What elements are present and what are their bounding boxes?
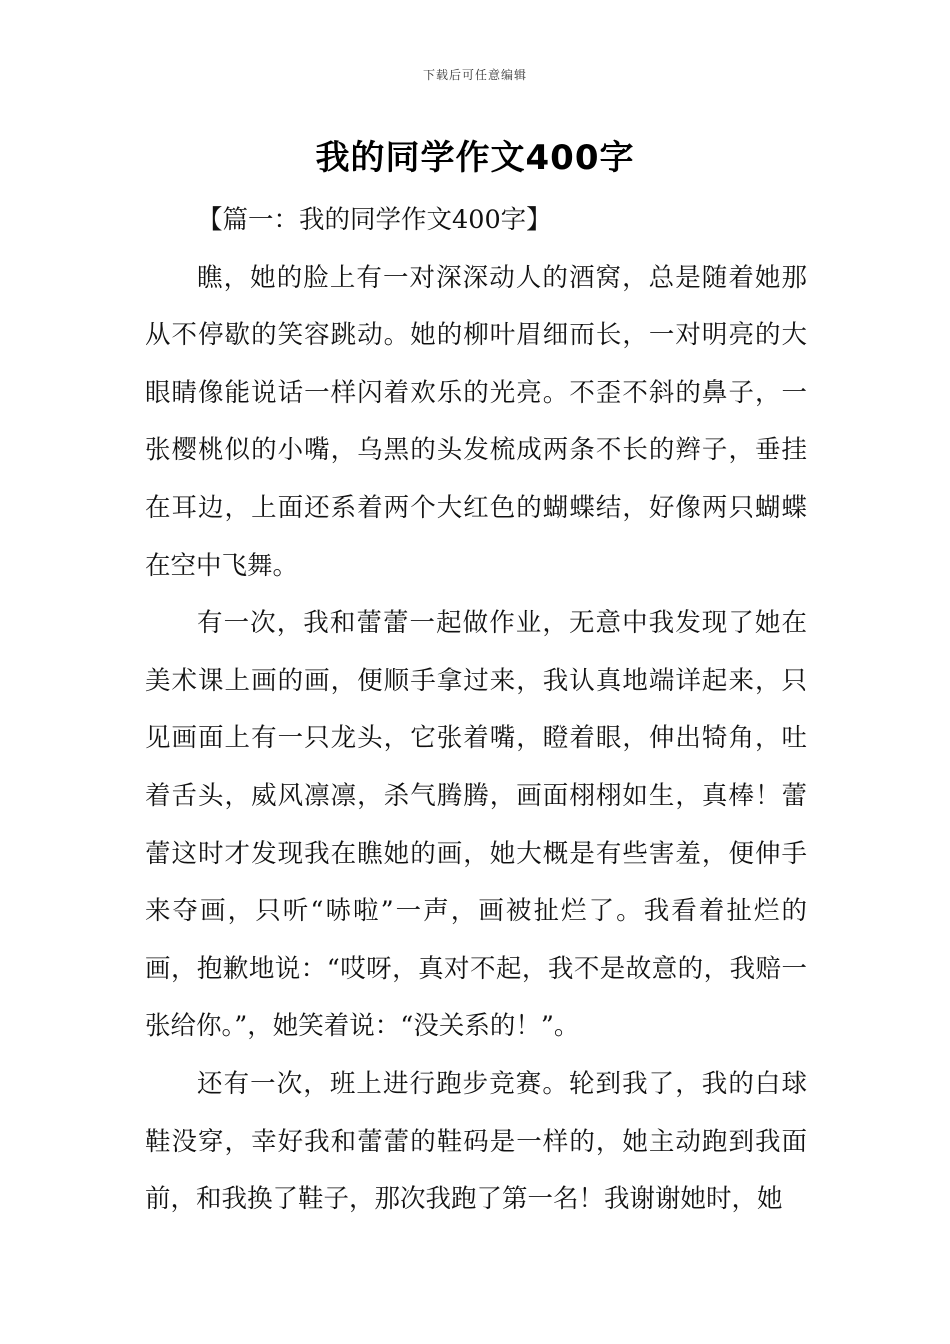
header-note: 下载后可任意编辑	[422, 68, 527, 82]
section-heading: 【篇一：我的同学作文400字】	[197, 205, 552, 235]
document-title: 我的同学作文400字	[315, 138, 635, 178]
paragraph-3: 还有一次，班上进行跑步竞赛。轮到我了，我的白球鞋没穿，幸好我和蕾蕾的鞋码是一样的，她主动跑到我面前，和我换了鞋子，那次我跑了第一名！我谢谢她时，她	[145, 1068, 807, 1215]
paragraph-1: 瞧，她的脸上有一对深深动人的酒窝，总是随着她那从不停歇的笑容跳动。她的柳叶眉细而长，一对明亮的大眼睛像能说话一样闪着欢乐的光亮。不歪不斜的鼻子，一张樱桃似的小嘴，乌黑的头发梳成两条不长的辫子，垂挂在耳边，上面还系着两个大红色的蝴蝶结，好像两只蝴蝶在空中飞舞。	[145, 262, 807, 581]
paragraph-2: 有一次，我和蕾蕾一起做作业，无意中我发现了她在美术课上画的画，便顺手拿过来，我认真地端详起来，只见画面上有一只龙头，它张着嘴，瞪着眼，伸出犄角，吐着舌头，威风凛凛，杀气腾腾，画面栩栩如生，真棒！蕾蕾这时才发现我在瞧她的画，她大概是有些害羞，便伸手来夺画，只听“哧啦”一声，画被扯烂了。我看着扯烂的画，抱歉地说：“哎呀，真对不起，我不是故意的，我赔一张给你。”，她笑着说：“没关系的！”。	[145, 608, 807, 1042]
document-body	[145, 192, 807, 1229]
